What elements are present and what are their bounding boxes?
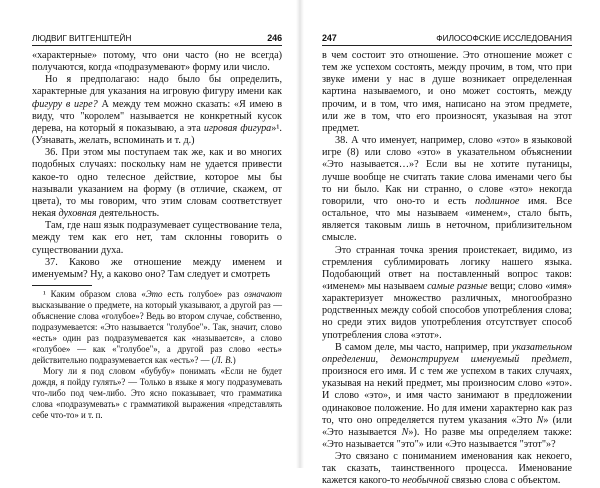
book-title: ФИЛОСОФСКИЕ ИССЛЕДОВАНИЯ <box>436 33 572 43</box>
book-gutter <box>296 0 304 468</box>
left-page <box>0 0 296 468</box>
author-name: ЛЮДВИГ ВИТГЕНШТЕЙН <box>32 33 132 43</box>
footnote: ¹ Каким образом слова «Это есть голубое» раз означают высказывание о предмете, на который указывают, а другой раз — объяснение слова «голубое»? Ведь во втором случае, собственно, подразумевается: «Это называется "голубое"». Так, значит, слово «есть» один раз подразумевается как «называется», а слово «голубое» — как «"голубое"», а другой раз слово «есть» действительно подразумевается как «есть»? — (Л. В.) <box>32 288 282 365</box>
left-running-head <box>32 33 282 46</box>
footnote-rule <box>32 285 92 286</box>
paragraph: Там, где наш язык подразумевает существование тела, между тем как его нет, там склонны говорить о существовании духа. <box>32 220 282 256</box>
paragraph: Это странная точка зрения проистекает, видимо, из стремления сублимировать логику нашего языка. Подобающий ответ на поставленный вопрос таков: «именем» мы называем самые разные вещи; слово «имя» характеризует множество различных, многообразно родственных между собой способов употребления слова; но среди этих видов употребления отсутствует способ употребления слова «этот». <box>322 244 572 341</box>
footnote: Могу ли я под словом «бубубу» понимать «Если не будет дождя, я пойду гулять»? — Только в языке я могу подразумевать что-либо под чем-либо. Это ясно показывает, что грамматика слова «подразумевать» с грамматикой выражения «представлять себе что-то» и т. п. <box>32 365 282 420</box>
paragraph: Но я предполагаю: надо было бы определить, характерные для указания на игровую фигуру имени как фигуру в игре? А между тем можно сказать: «Я имею в виду, что "королем" называется не конкретный кусок дерева, на который я показываю, а эта игровая фигура»¹. (Узнавать, желать, вспоминать и т. д.) <box>32 74 283 147</box>
right-running-head <box>322 33 572 46</box>
paragraph: 38. А что именует, например, слово «это» в языковой игре (8) или слово «это» в указательном объяснении «Это называется…»? Если вы не хотите путаницы, лучше вообще не считать такие слова именами чего бы то ни было. Как ни странно, о слове «это» некогда говорили, что оно-то и есть подлинное имя. Все остальное, что мы называем «именем», стало быть, является таковым лишь в неточном, приблизительном смысле. <box>322 135 572 244</box>
right-page <box>304 0 600 487</box>
paragraph: в чем состоит это отношение. Это отношение может с тем же успехом состоять, между прочим, в том, что при звуке имени у нас в душе возникает определенная картина называемого, и оно может состоять, между прочим, и в том, что имя, написано на этом предмете, или же в том, что его произносят, указывая на этот предмет. <box>322 50 572 134</box>
paragraph: «характерные» потому, что они часто (но не всегда) получаются, когда «подразумевают» форму или число. <box>32 50 282 74</box>
paragraph: 36. При этом мы поступаем так же, как и во многих подобных случаях: поскольку нам не удается привести какое-то одно телесное действие, которое мы бы называли указанием на форму (в отличие, скажем, от цвета), то мы говорим, что этим словам соответствует некая духовная деятельность. <box>32 147 282 220</box>
paragraph: Это связано с пониманием именования как некоего, так сказать, таинственного процесса. Именование кажется какого-то необычной связью слова с объектом. <box>322 451 572 487</box>
paragraph: 37. Каково же отношение между именем и именуемым? Ну, а каково оно? Там следует и смотреть <box>32 256 282 280</box>
paragraph: В самом деле, мы часто, например, при указательном определении, демонстрируем именуемый предмет, произнося его имя. И с тем же успехом в таких случаях, указывая на некий предмет, мы произносим слово «это». И слово «это», и имя часто занимают в предложении одинаковое положение. Но для имени характерно как раз то, что оно определяется путем указания «Это N» (или «Это называется N»). Но разве мы определяем также: «Это называется "это"» или «Это называется "этот"»? <box>322 341 572 450</box>
right-body-text <box>322 50 572 488</box>
right-page-number: 247 <box>322 33 337 43</box>
footnotes <box>32 289 282 421</box>
left-page-number: 246 <box>267 33 282 43</box>
left-body-text <box>32 50 282 281</box>
